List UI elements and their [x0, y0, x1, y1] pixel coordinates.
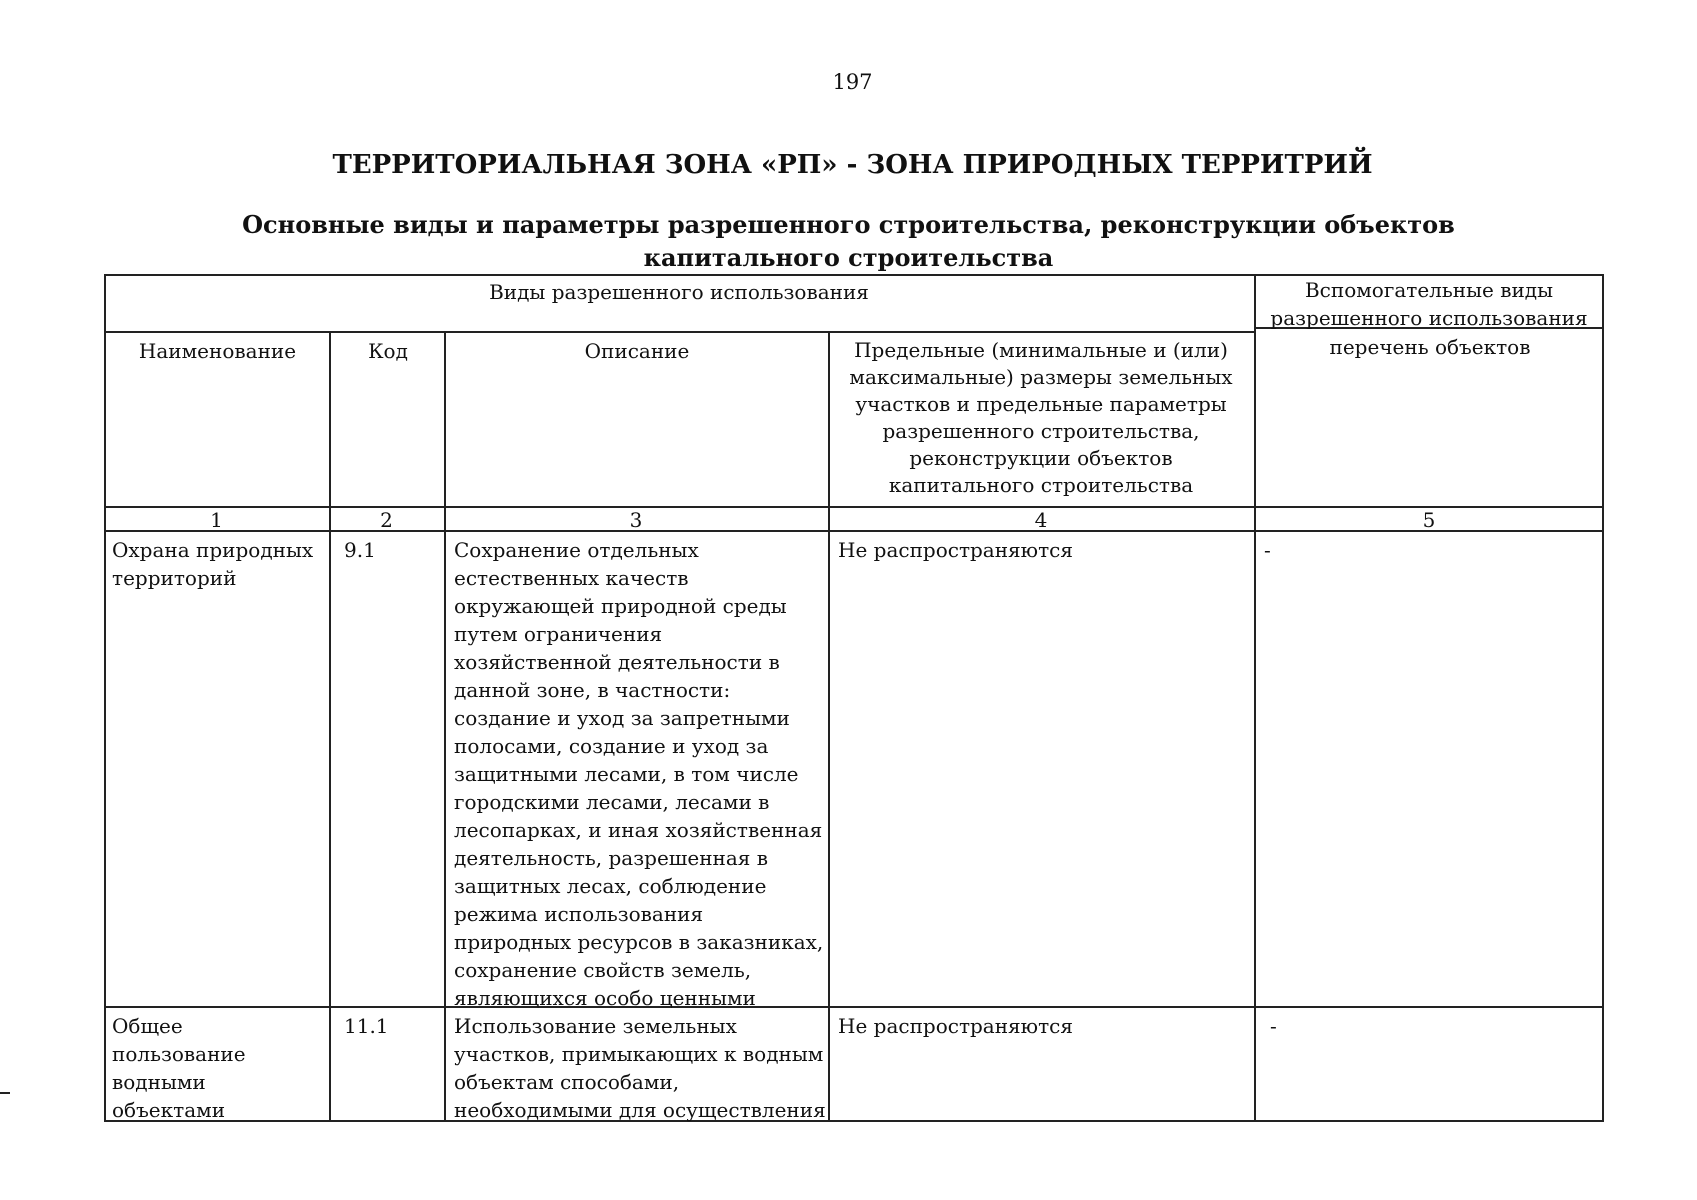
row2-limits: Не распространяются [838, 1014, 1073, 1038]
row1-name: Охрана природных территорий [112, 538, 314, 590]
col-divider-4 [1254, 274, 1256, 1122]
row1-aux: - [1264, 538, 1271, 562]
row1-code: 9.1 [344, 538, 376, 562]
group-header-main: Виды разрешенного использования [489, 280, 869, 304]
permitted-use-table [104, 274, 1604, 1122]
col-number-1: 1 [210, 508, 223, 532]
table-border-left [104, 274, 106, 1122]
col-header-code: Код [368, 339, 408, 363]
row1-limits: Не распространяются [838, 538, 1073, 562]
col-divider-1 [329, 331, 331, 1122]
col-header-limits: Предельные (минимальные и (или) максимальные) размеры земельных участков и предельные параметры разрешенного строительства, реконструкции объектов капитального строительства [849, 338, 1233, 497]
table-border-right [1602, 274, 1604, 1122]
page-number: 197 [832, 70, 873, 94]
col-divider-2 [444, 331, 446, 1122]
zone-title: ТЕРРИТОРИАЛЬНАЯ ЗОНА «РП» - ЗОНА ПРИРОДНЫХ ТЕРРИТРИЙ [332, 150, 1373, 180]
row1-description: Сохранение отдельных естественных качеств окружающей природной среды путем ограничения хозяйственной деятельности в данной зоне, в частности: создание и уход за запретными полосами, создание и уход за защитными лесами, в том числе городскими лесами, лесами в лесопарках, и иная хозяйственная деятельность, разрешенная в защитных лесах, соблюдение режима использования природных ресурсов в заказниках, сохранение свойств земель, являющихся особо ценными [454, 538, 824, 1010]
col-number-4: 4 [1034, 508, 1048, 532]
col-number-3: 3 [629, 508, 643, 532]
section-subtitle: Основные виды и параметры разрешенного строительства, реконструкции объектов капитального строительства [242, 210, 1455, 272]
col-divider-3 [828, 331, 830, 1122]
row2-aux: - [1270, 1014, 1277, 1038]
col-header-objects: перечень объектов [1329, 335, 1531, 359]
col-header-name: Наименование [138, 339, 297, 363]
row2-name: Общее пользование водными объектами [112, 1014, 246, 1122]
margin-mark [0, 1092, 10, 1094]
table-rule-subheader [104, 331, 1254, 333]
row2-description: Использование земельных участков, примыкающих к водным объектам способами, необходимыми для осуществления [454, 1014, 826, 1122]
row2-code: 11.1 [344, 1014, 389, 1038]
col-number-5: 5 [1422, 508, 1436, 532]
col-number-2: 2 [380, 508, 393, 532]
col-header-description: Описание [584, 339, 690, 363]
group-header-aux: Вспомогательные виды разрешенного использования [1270, 278, 1588, 330]
